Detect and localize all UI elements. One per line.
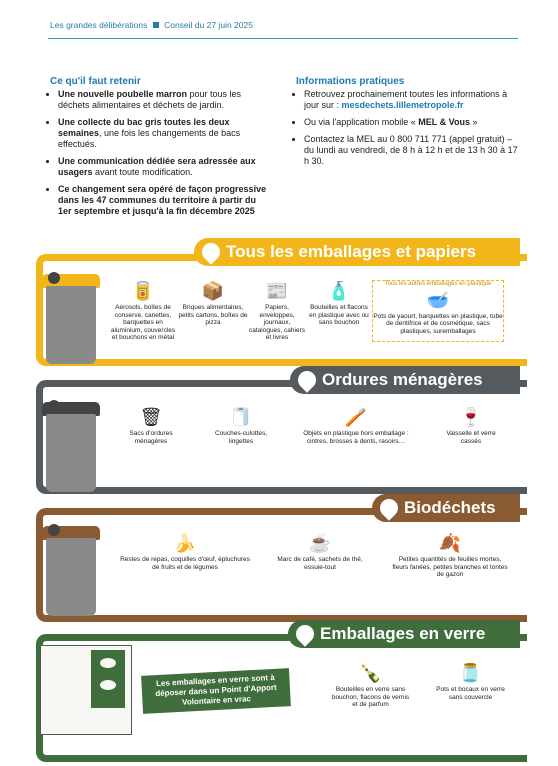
band-ordures [36, 366, 520, 488]
band-title-tab [290, 366, 520, 394]
band-items [108, 280, 518, 342]
carton-icon: 📦 [201, 281, 225, 301]
plastic-bottle-icon: 🧴 [327, 281, 351, 301]
can-icon: 🥫 [131, 281, 155, 301]
item: 🪥 Objets en plastique hors emballage : cintres, brosses à dents, rasoirs… [303, 407, 409, 445]
jar-icon: 🫙 [459, 663, 482, 683]
key-point: • Une communication dédiée sera adressée aux usagers avant toute modification. [58, 156, 272, 178]
location-pin-icon [294, 367, 319, 392]
item: 🫙 Pots et bocaux en verre sans couvercle [436, 663, 505, 701]
newspaper-icon: 📰 [265, 281, 289, 301]
item: ☕ Marc de café, sachets de thé, essuie-tout [277, 533, 363, 571]
header-section: Les grandes délibérations [50, 20, 148, 30]
key-points [50, 76, 272, 223]
food-scraps-icon: 🍌 [173, 533, 197, 553]
key-points-title: Ce qu'il faut retenir [50, 76, 141, 87]
key-point: • Une nouvelle poubelle marron pour tous les déchets alimentaires et déchets de jardin. [58, 89, 272, 111]
diaper-icon: 🧻 [229, 407, 253, 427]
website-link[interactable]: mesdechets.lillemetropole.fr [341, 100, 464, 110]
header-meeting: Conseil du 27 juin 2025 [164, 20, 253, 30]
item: 🥫 Aérosols, boîtes de conserve, canettes, barquettes en aluminium, couvercles et bouchons en métal [110, 281, 176, 341]
band-emballages [36, 238, 520, 358]
yogurt-pot-icon: 🥣 [426, 289, 450, 310]
key-point: • Une collecte du bac gris toutes les deux semaines, une fois les changements de bacs effectués. [58, 117, 272, 150]
location-pin-icon [376, 495, 401, 520]
band-title: Emballages en verre [320, 624, 486, 643]
location-pin-icon [198, 239, 223, 264]
leaves-icon: 🍂 [438, 533, 462, 553]
item: 🍾 Bouteilles en verre sans bouchon, flacons de vernis et de parfum [331, 663, 410, 708]
page-header [50, 20, 253, 30]
glass-bottle-icon: 🍾 [359, 663, 382, 683]
item: 🍌 Restes de repas, coquilles d'œuf, épluchures de fruits et de légumes [120, 533, 250, 571]
item: 🗑 Sacs d'ordures ménagères [129, 407, 173, 445]
band-title: Biodéchets [404, 498, 496, 517]
other-plastics-note: Tous les autres emballages en plastique [384, 281, 492, 287]
item: Tous les autres emballages en plastique 🥣 Pots de yaourt, barquettes en plastique, tube de dentifrice et de cosmétique, sacs plastiques, suremballages [372, 280, 504, 342]
band-items [318, 662, 518, 709]
item: 🧴 Bouteilles et flacons en plastique avec ou sans bouchon [309, 281, 369, 326]
header-divider [48, 38, 518, 39]
item: 📰 Papiers, enveloppes, journaux, catalogues, cahiers et livres [248, 281, 305, 341]
item: 🧻 Couches-culottes, lingettes [214, 407, 268, 445]
trash-bag-icon: 🗑 [139, 407, 163, 427]
info-item: • Retrouvez prochainement toutes les informations à jour sur : mesdechets.lillemetropole.fr [304, 89, 521, 111]
band-items [110, 532, 520, 579]
band-items [106, 406, 516, 445]
item: 🍂 Petites quantités de feuilles mortes, fleurs fanées, petites branches et tontes de gazon [392, 533, 508, 578]
broken-glass-icon: 🍷 [459, 407, 483, 427]
practical-info-title: Informations pratiques [296, 76, 405, 87]
location-pin-icon [292, 621, 317, 646]
info-item: • Contactez la MEL au 0 800 711 771 (appel gratuit) – du lundi au vendredi, de 8 h à 12 h et de 13 h 30 à 17 h 30. [304, 134, 521, 167]
band-biodechets [36, 494, 520, 616]
drop-point-note: Les emballages en verre sont à déposer dans un Point d'Apport Volontaire en vrac [141, 668, 291, 714]
glass-container-icon [40, 645, 132, 735]
coffee-icon: ☕ [308, 533, 332, 553]
band-title: Ordures ménagères [322, 370, 483, 389]
separator-square [153, 22, 159, 28]
band-title-tab [372, 494, 520, 522]
hanger-icon: 🪥 [344, 407, 368, 427]
item: 🍷 Vaisselle et verre cassés [446, 407, 496, 445]
band-title: Tous les emballages et papiers [226, 242, 477, 261]
band-title-tab [288, 620, 520, 648]
key-point: • Ce changement sera opéré de façon progressive dans les 47 communes du territoire à partir du 1er septembre et jusqu'à la fin décembre 2025 [58, 184, 272, 217]
info-item: • Ou via l'application mobile « MEL & Vous » [304, 117, 521, 128]
band-title-tab [194, 238, 520, 266]
item: 📦 Briques alimentaires, petits cartons, boîtes de pizza [178, 281, 248, 326]
practical-info [296, 76, 521, 173]
